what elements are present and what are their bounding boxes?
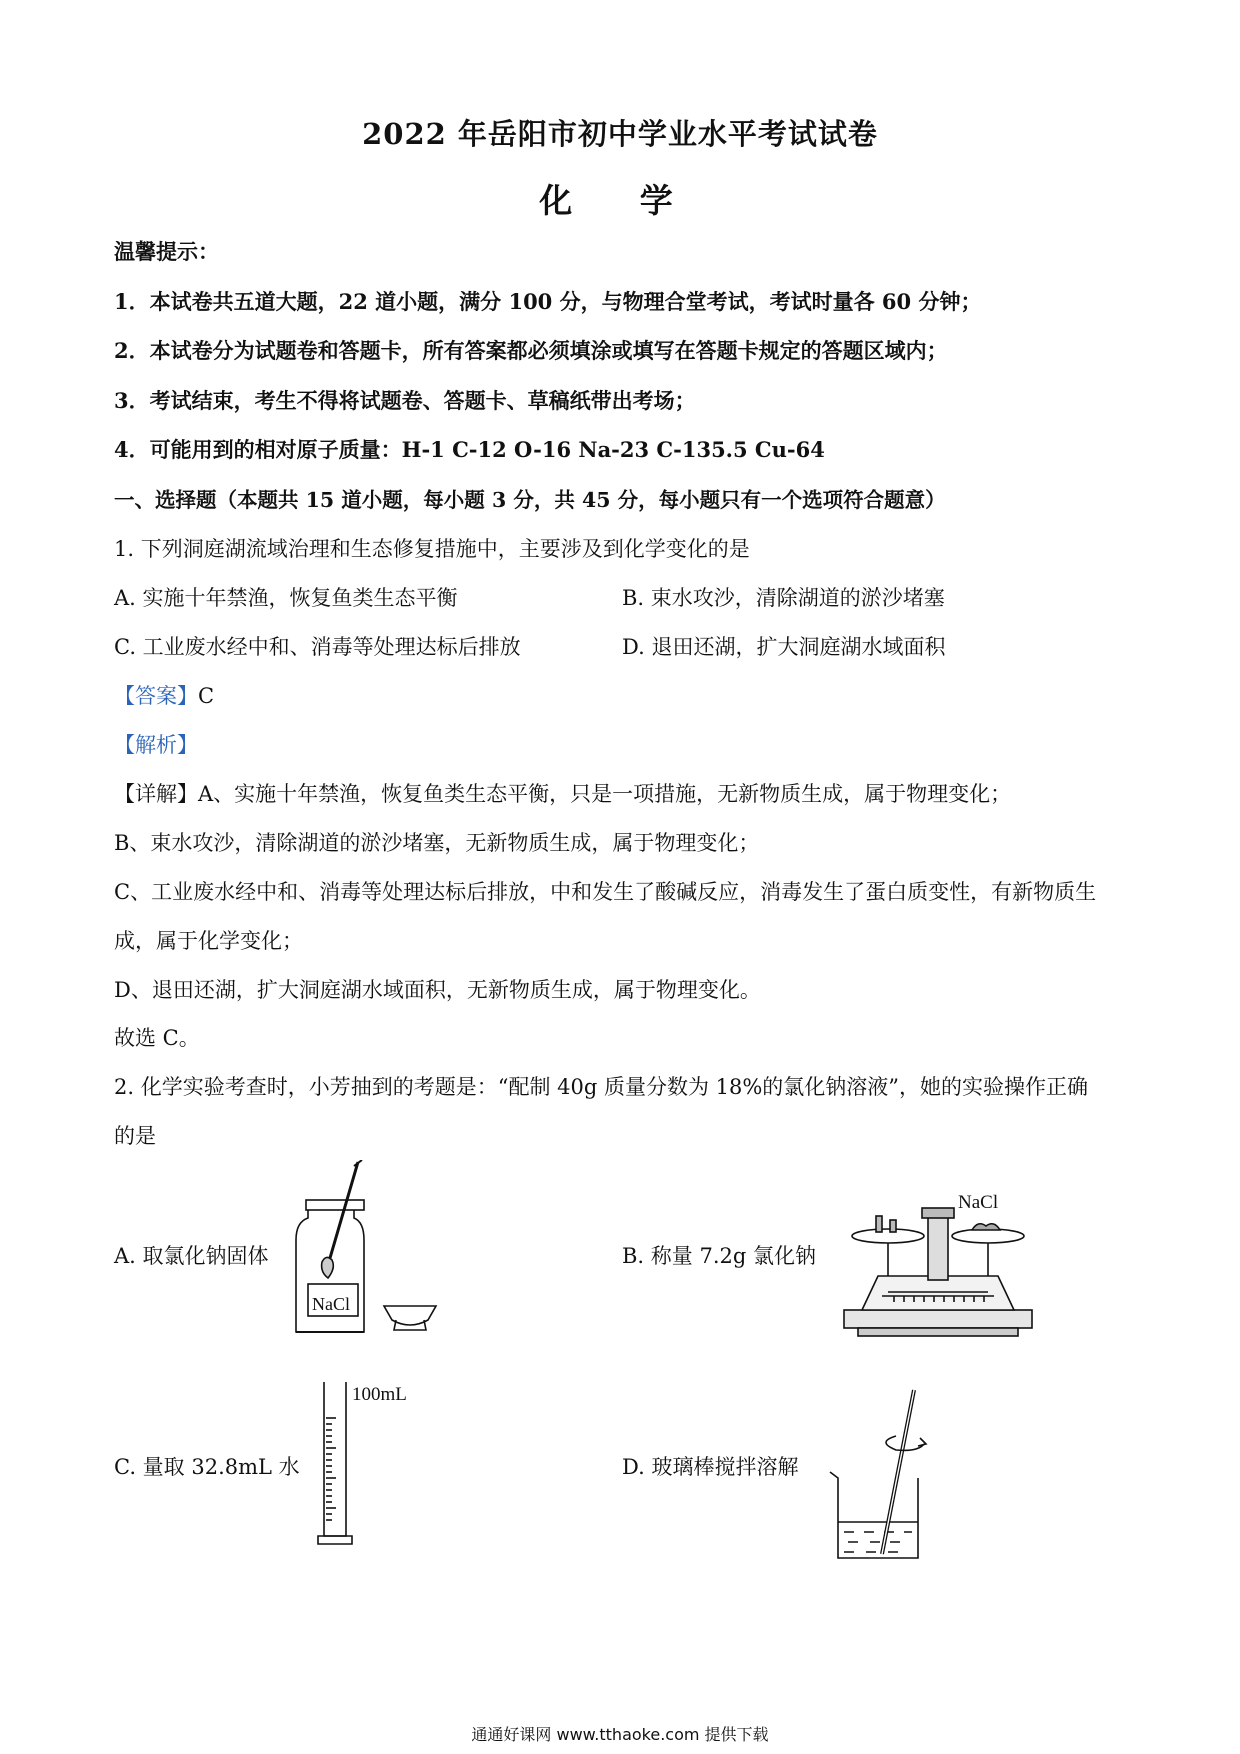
q2-stem-line1: 2. 化学实验考查时，小芳抽到的考题是：“配制 40g 质量分数为 18%的氯化钠溶液”，她的实验操作正确: [114, 1075, 1089, 1099]
nacl-balance-label: NaCl: [958, 1192, 999, 1213]
q1-detail-3: C、工业废水经中和、消毒等处理达标后排放，中和发生了酸碱反应，消毒发生了蛋白质变性，有新物质生: [114, 880, 1097, 904]
tip-item-4: 4．可能用到的相对原子质量：H-1 C-12 O-16 Na-23 C-135.5 Cu-64: [114, 437, 825, 462]
q1-answer: [114, 680, 214, 710]
section-heading: 一、选择题（本题共 15 道小题，每小题 3 分，共 45 分，每小题只有一个选项符合题意）: [114, 488, 946, 512]
q2-option-a: A. 取氯化钠固体: [114, 1244, 269, 1268]
q1-stem: 1. 下列洞庭湖流域治理和生态修复措施中，主要涉及到化学变化的是: [114, 537, 750, 561]
detail-label: 【详解】: [114, 782, 198, 806]
subject-title: 化 学: [539, 181, 701, 220]
page-footer: 通通好课网 www.tthaoke.com 提供下载: [471, 1725, 769, 1744]
q2-option-c: C. 量取 32.8mL 水: [114, 1455, 300, 1479]
analysis-label: 【解析】: [114, 733, 198, 757]
tip-item-2: 2．本试卷分为试题卷和答题卡，所有答案都必须填涂或填写在答题卡规定的答题区域内；: [114, 338, 948, 363]
q1-option-a: A. 实施十年禁渔，恢复鱼类生态平衡: [114, 586, 458, 610]
nacl-jar-label: NaCl: [312, 1294, 350, 1314]
q2-stem-line2: 的是: [114, 1124, 156, 1148]
q1-option-b: B. 束水攻沙，清除湖道的淤沙堵塞: [622, 586, 945, 610]
q1-detail-4: 成，属于化学变化；: [114, 929, 303, 953]
figure-beaker-stirring: [826, 1386, 946, 1566]
figure-nacl-jar: [286, 1160, 446, 1336]
tip-item-1: 1．本试卷共五道大题，22 道小题，满分 100 分，与物理合堂考试，考试时量各 60 分钟；: [114, 289, 982, 314]
q1-detail-2: B、束水攻沙，清除湖道的淤沙堵塞，无新物质生成，属于物理变化；: [114, 831, 760, 855]
q1-detail-1: [114, 778, 1011, 808]
q1-detail-5: D、退田还湖，扩大洞庭湖水域面积，无新物质生成，属于物理变化。: [114, 978, 761, 1002]
q1-detail-6: 故选 C。: [114, 1026, 200, 1050]
exam-title: 2022 年岳阳市初中学业水平考试试卷: [362, 117, 878, 151]
tip-item-3: 3．考试结束，考生不得将试题卷、答题卡、草稿纸带出考场；: [114, 388, 696, 413]
figure-balance: [838, 1186, 1038, 1340]
q1-analysis-label: [114, 729, 198, 759]
detail-text: A、实施十年禁渔，恢复鱼类生态平衡，只是一项措施，无新物质生成，属于物理变化；: [198, 782, 1012, 806]
q1-option-c: C. 工业废水经中和、消毒等处理达标后排放: [114, 635, 521, 659]
tips-heading: 温馨提示：: [114, 239, 219, 264]
q2-option-b: B. 称量 7.2g 氯化钠: [622, 1244, 816, 1268]
answer-value: C: [198, 684, 215, 708]
cylinder-capacity-label: 100mL: [352, 1384, 407, 1405]
figure-graduated-cylinder: [310, 1378, 430, 1548]
answer-label: 【答案】: [114, 684, 198, 708]
q2-option-d: D. 玻璃棒搅拌溶解: [622, 1455, 799, 1479]
q1-option-d: D. 退田还湖，扩大洞庭湖水域面积: [622, 635, 946, 659]
